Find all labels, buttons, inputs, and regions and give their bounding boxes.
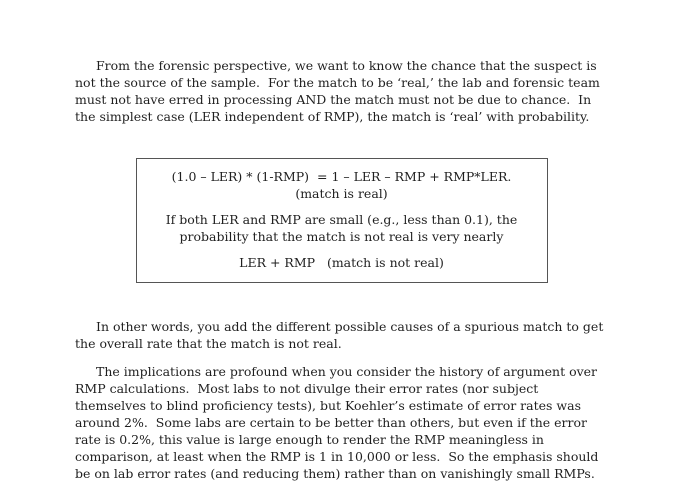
formula-box bbox=[136, 158, 548, 283]
formula-explanation: If both LER and RMP are small (e.g., less than 0.1), the probability that the match is not real is very nearly bbox=[165, 212, 522, 244]
formula-equation: (1.0 – LER) * (1-RMP) = 1 – LER – RMP + RMP*LER. (match is real) bbox=[171, 169, 524, 201]
document-content bbox=[75, 57, 608, 482]
paragraph-summary: In other words, you add the different possible causes of a spurious match to get the overall rate that the match is not real. bbox=[75, 319, 608, 351]
formula-approximation: LER + RMP (match is not real) bbox=[239, 255, 444, 270]
paragraph-implications: The implications are profound when you consider the history of argument over RMP calculations. Most labs to not divulge their error rates (nor subject themselves to blind proficiency tests), but Koehler’s estimate of error rates was around 2%. Some labs are certain to be better than others, but even if the error rate is 0.2%, this value is large enough to render the RMP meaningless in comparison, at least when the RMP is 1 in 10,000 or less. So the emphasis should be on lab error rates (and reducing them) rather than on vanishingly small RMPs. bbox=[75, 364, 603, 481]
paragraph-intro: From the forensic perspective, we want to know the chance that the suspect is not the source of the sample. For the match to be ‘real,’ the lab and forensic team must not have erred in processing AND the match must not be due to chance. In the simplest case (LER independent of RMP), the match is ‘real’ with probability. bbox=[75, 58, 604, 124]
